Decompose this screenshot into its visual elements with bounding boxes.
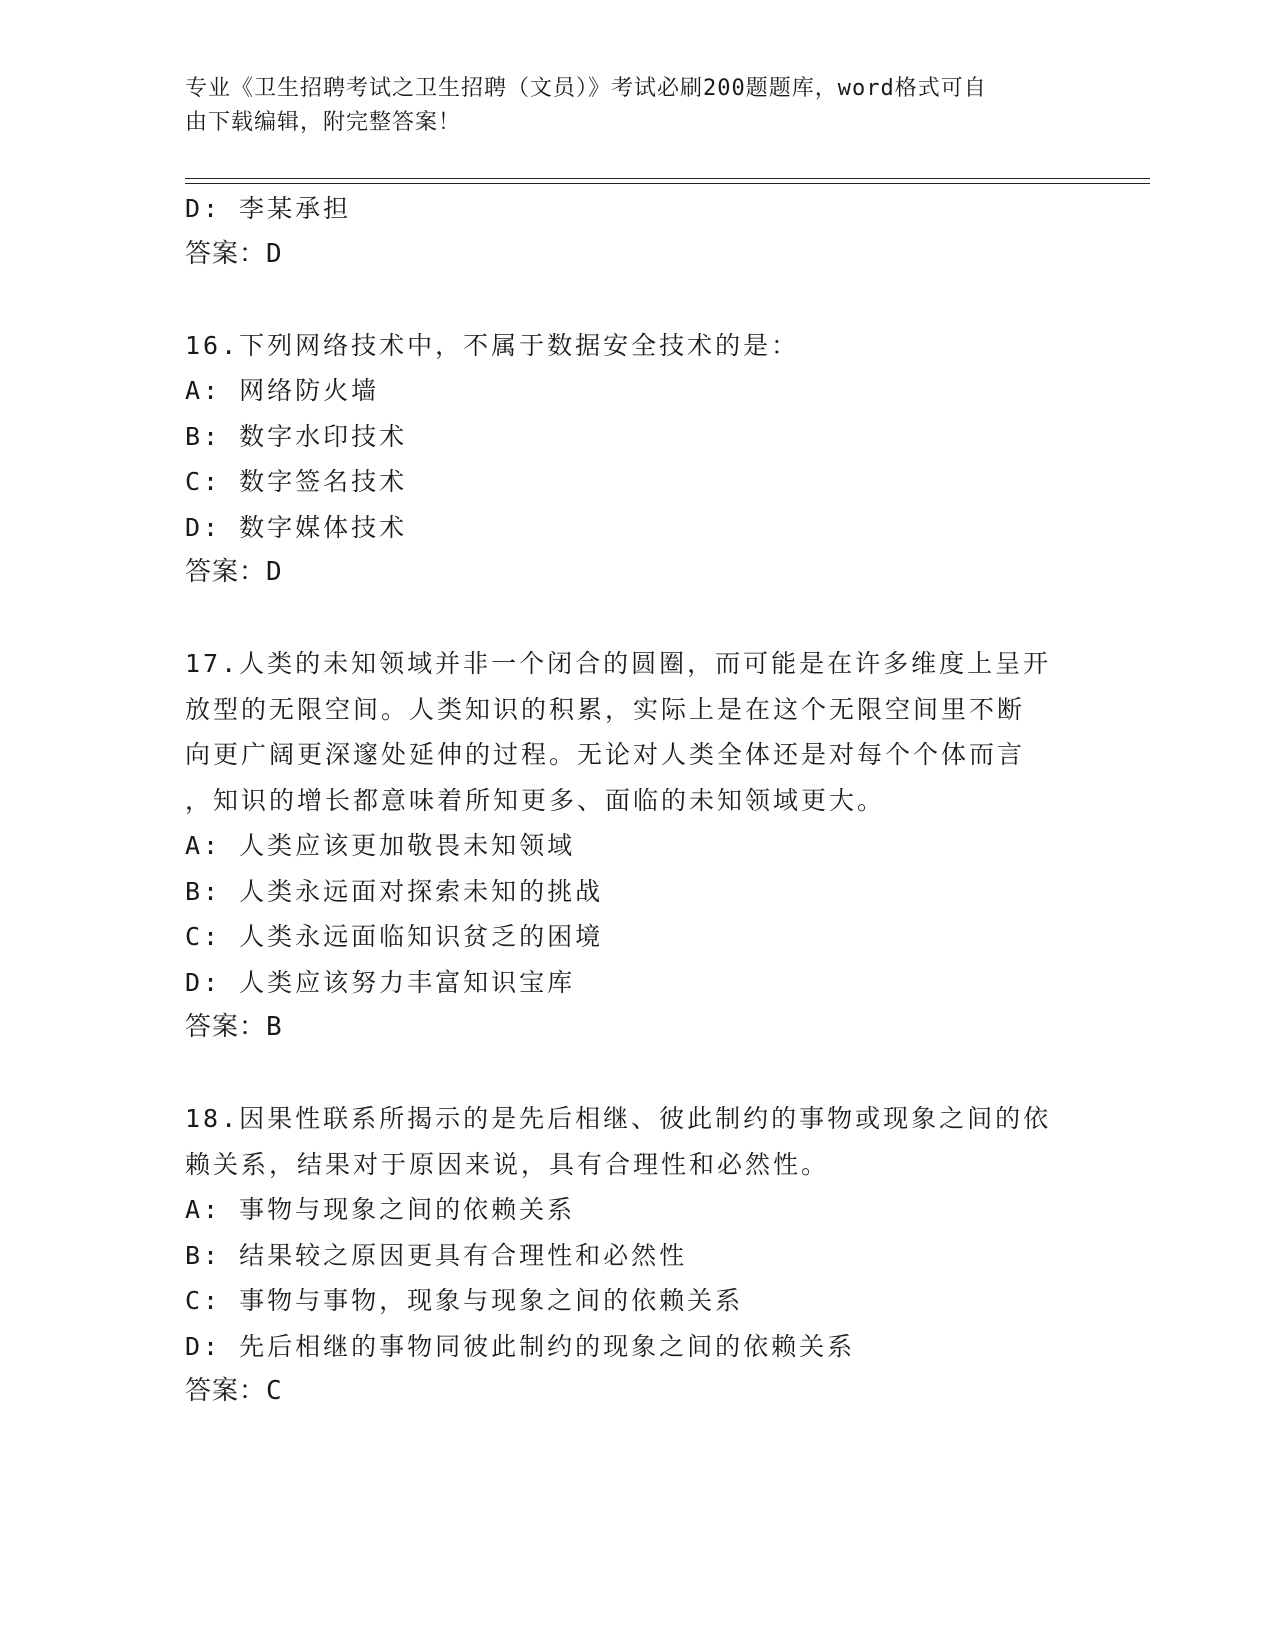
document-body: [185, 186, 1150, 1415]
option-a: A: 网络防火墙: [185, 376, 380, 405]
option-c: C: 事物与事物，现象与现象之间的依赖关系: [185, 1286, 744, 1315]
answer-label: 答案：: [185, 1012, 267, 1042]
spacer: [185, 596, 1150, 642]
spacer: [185, 1051, 1150, 1097]
option-d: D: 数字媒体技术: [185, 512, 408, 542]
question-stem-line: 16.下列网络技术中，不属于数据安全技术的是：: [185, 330, 800, 360]
header-divider-bottom: [185, 183, 1150, 184]
answer-label: 答案：: [185, 557, 267, 587]
option-d: D: 李某承担: [185, 194, 352, 223]
answer-value: D: [266, 557, 283, 587]
answer-value: D: [266, 238, 283, 269]
option-c: C: 人类永远面临知识贫乏的困境: [185, 922, 604, 951]
question-15-fragment: [185, 186, 1150, 277]
option-b: B: 数字水印技术: [185, 421, 408, 451]
question-stem-line: 17.人类的未知领域并非一个闭合的圆圈，而可能是在许多维度上呈开: [185, 649, 1052, 678]
option-d: D: 先后相继的事物同彼此制约的现象之间的依赖关系: [185, 1331, 856, 1361]
question-stem-line: 向更广阔更深邃处延伸的过程。无论对人类全体还是对每个个体而言: [185, 740, 1026, 769]
answer-line: [185, 1005, 1150, 1051]
option-b: B: 结果较之原因更具有合理性和必然性: [185, 1240, 688, 1270]
answer-label: 答案：: [185, 1376, 267, 1406]
question-17: [185, 641, 1150, 1051]
question-18: [185, 1096, 1150, 1415]
answer-line: [185, 550, 1150, 596]
answer-value: B: [266, 1012, 283, 1042]
answer-line: [185, 1369, 1150, 1415]
option-a: A: 人类应该更加敬畏未知领域: [185, 831, 576, 860]
question-stem-line: 18.因果性联系所揭示的是先后相继、彼此制约的事物或现象之间的依: [185, 1104, 1052, 1133]
answer-value: C: [266, 1376, 283, 1406]
question-16: [185, 323, 1150, 596]
header-divider-top: [185, 178, 1150, 179]
header-line-1: 专业《卫生招聘考试之卫生招聘（文员）》考试必刷200题题库，word格式可自: [185, 76, 987, 101]
option-b: B: 人类永远面对探索未知的挑战: [185, 876, 604, 906]
spacer: [185, 277, 1150, 323]
question-stem-line: ，知识的增长都意味着所知更多、面临的未知领域更大。: [185, 785, 886, 815]
option-d: D: 人类应该努力丰富知识宝库: [185, 967, 576, 997]
header-line-2: 由下载编辑，附完整答案！: [185, 110, 462, 135]
option-c: C: 数字签名技术: [185, 467, 408, 496]
answer-label: 答案：: [185, 238, 267, 269]
answer-line: [185, 232, 1150, 278]
question-stem-line: 赖关系，结果对于原因来说，具有合理性和必然性。: [185, 1149, 830, 1179]
document-header: [185, 72, 1065, 140]
option-a: A: 事物与现象之间的依赖关系: [185, 1195, 576, 1224]
question-stem-line: 放型的无限空间。人类知识的积累，实际上是在这个无限空间里不断: [185, 694, 1026, 724]
